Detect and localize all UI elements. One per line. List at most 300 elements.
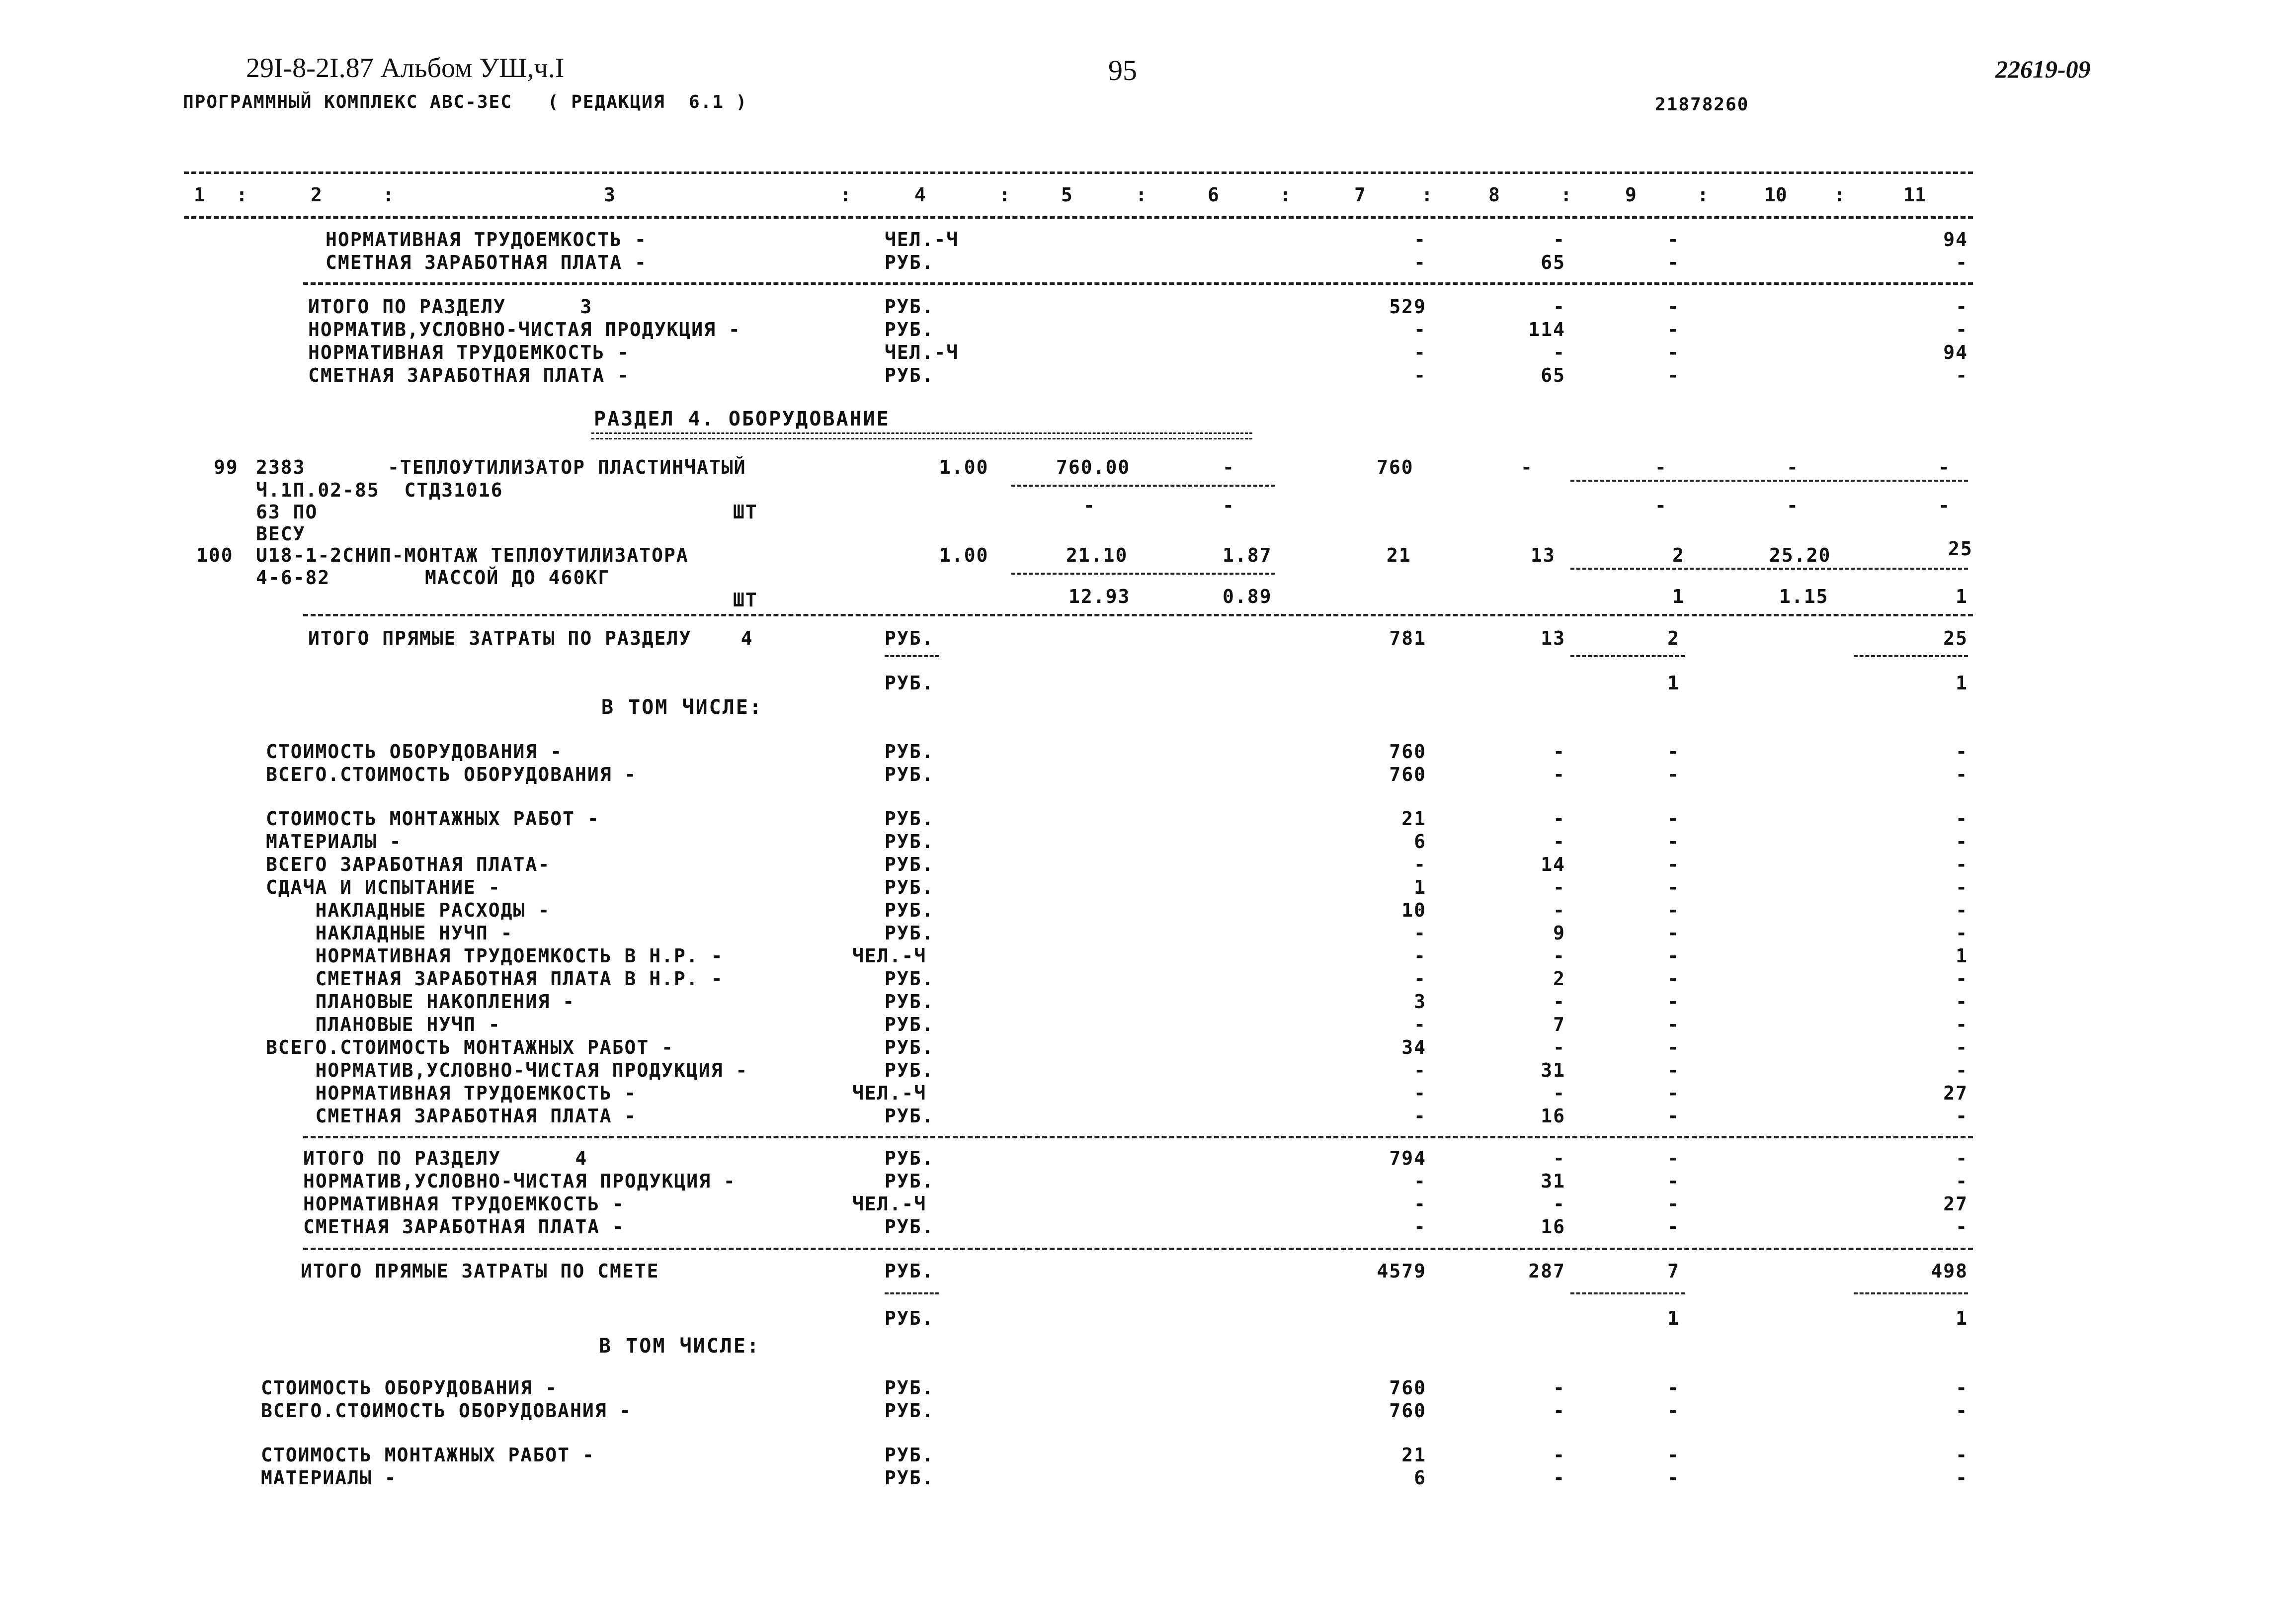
- col-6: 6: [1208, 184, 1219, 206]
- row-value-7: -: [1414, 853, 1426, 875]
- document-number: 22619-09: [1995, 55, 2091, 83]
- row-label: ВСЕГО ЗАРАБОТНАЯ ПЛАТА-: [266, 853, 551, 875]
- row-value-9: -: [1667, 229, 1680, 251]
- row-value-9: -: [1667, 296, 1680, 318]
- row-value-7: -: [1414, 364, 1426, 386]
- row-value-7: -: [1414, 319, 1426, 341]
- row-value-11: -: [1956, 1444, 1968, 1466]
- row-value-8: 16: [1541, 1105, 1565, 1127]
- table-row: [0, 1105, 2296, 1128]
- row-label: ИТОГО ПРЯМЫЕ ЗАТРАТЫ ПО РАЗДЕЛУ 4: [308, 627, 753, 649]
- table-row: [0, 764, 2296, 786]
- row-value-7: -: [1414, 1014, 1426, 1035]
- item-name: -ТЕПЛОУТИЛИЗАТОР ПЛАСТИНЧАТЫЙ: [388, 456, 746, 478]
- row-value-9: -: [1667, 1444, 1680, 1466]
- item-col11-b: 1: [1956, 586, 1968, 607]
- item-price: 21.10: [1066, 544, 1128, 566]
- row-value-8: -: [1553, 1400, 1565, 1422]
- row-value-8: -: [1553, 1444, 1565, 1466]
- row-label: НОРМАТИВ,УСЛОВНО-ЧИСТАЯ ПРОДУКЦИЯ -: [308, 319, 741, 341]
- item-price-b: -: [1083, 495, 1096, 516]
- row-unit: РУБ.: [885, 1105, 934, 1127]
- table-row: [0, 1444, 2296, 1467]
- row-value-8: -: [1553, 1377, 1565, 1399]
- document-code: 21878260: [1655, 94, 1749, 115]
- row-label: НАКЛАДНЫЕ НУЧП -: [266, 922, 513, 944]
- row-value-11: 1: [1956, 672, 1968, 694]
- item-quantity: 1.00: [939, 544, 989, 566]
- item-price: 760.00: [1056, 456, 1131, 478]
- row-value-9: -: [1667, 899, 1680, 921]
- item-col10: 25.20: [1769, 544, 1831, 566]
- row-unit: РУБ.: [885, 741, 934, 763]
- row-value-11: -: [1956, 364, 1968, 386]
- row-value-7: -: [1414, 922, 1426, 944]
- row-value-8: 2: [1553, 968, 1565, 990]
- item-code: 2383: [256, 456, 306, 478]
- row-value-11: -: [1956, 319, 1968, 341]
- row-value-11: -: [1956, 1147, 1968, 1169]
- col-10: 10: [1764, 184, 1787, 206]
- table-row: [0, 364, 2296, 387]
- row-value-7: 794: [1389, 1147, 1426, 1169]
- including-label: В ТОМ ЧИСЛЕ:: [599, 1335, 760, 1358]
- row-unit: РУБ.: [885, 899, 934, 921]
- row-unit: РУБ.: [885, 764, 934, 785]
- row-unit: РУБ.: [885, 1147, 934, 1169]
- table-row: [0, 1400, 2296, 1423]
- row-value-11: -: [1956, 1400, 1968, 1422]
- row-value-7: 760: [1389, 1377, 1426, 1399]
- row-value-8: -: [1553, 229, 1565, 251]
- row-value-8: 9: [1553, 922, 1565, 944]
- row-value-9: -: [1667, 1216, 1680, 1238]
- row-label: СТОИМОСТЬ МОНТАЖНЫХ РАБОТ -: [261, 1444, 595, 1466]
- item-reference: Ч.1П.02-85 СТД31016: [256, 479, 503, 501]
- row-label: НОРМАТИВНАЯ ТРУДОЕМКОСТЬ -: [303, 1193, 625, 1215]
- row-value-8: 31: [1541, 1059, 1565, 1081]
- row-unit: РУБ.: [885, 296, 934, 318]
- row-value-9: -: [1667, 341, 1680, 363]
- row-value-8: 13: [1541, 627, 1565, 649]
- fraction-line: [885, 655, 939, 657]
- row-value-9: -: [1667, 991, 1680, 1013]
- row-unit: РУБ.: [885, 364, 934, 386]
- row-value-11: -: [1956, 991, 1968, 1013]
- row-value-8: -: [1553, 741, 1565, 763]
- row-value-7: -: [1414, 1216, 1426, 1238]
- row-value-11: -: [1956, 1467, 1968, 1489]
- row-unit: РУБ.: [885, 831, 934, 853]
- col-sep: :: [1560, 184, 1572, 206]
- row-value-8: -: [1553, 1467, 1565, 1489]
- item-col6: 1.87: [1223, 544, 1272, 566]
- row-value-9: -: [1667, 319, 1680, 341]
- fraction-line: [885, 1292, 939, 1294]
- row-value-9: -: [1667, 1377, 1680, 1399]
- row-unit: ЧЕЛ.-Ч: [852, 1193, 927, 1215]
- row-value-11: 25: [1943, 627, 1968, 649]
- table-row: [0, 899, 2296, 922]
- row-label: ИТОГО ПО РАЗДЕЛУ 3: [308, 296, 593, 318]
- row-value-7: -: [1414, 1170, 1426, 1192]
- row-value-8: 65: [1541, 364, 1565, 386]
- row-unit: ЧЕЛ.-Ч: [885, 229, 959, 251]
- row-value-8: -: [1553, 341, 1565, 363]
- section-title: РАЗДЕЛ 4. ОБОРУДОВАНИЕ: [594, 408, 890, 430]
- row-value-9: -: [1667, 945, 1680, 967]
- row-unit: РУБ.: [885, 876, 934, 898]
- row-value-11: 1: [1956, 945, 1968, 967]
- row-value-8: 14: [1541, 853, 1565, 875]
- row-unit: РУБ.: [885, 968, 934, 990]
- row-value-9: -: [1667, 1147, 1680, 1169]
- row-label: ИТОГО ПО РАЗДЕЛУ 4: [303, 1147, 588, 1169]
- table-row: [0, 1036, 2296, 1059]
- column-header: [184, 184, 1973, 209]
- row-value-8: -: [1553, 764, 1565, 785]
- row-value-9: -: [1667, 853, 1680, 875]
- row-value-8: -: [1553, 991, 1565, 1013]
- row-value-11: 94: [1943, 229, 1968, 251]
- col-7: 7: [1354, 184, 1366, 206]
- item-col9-b: 1: [1672, 586, 1685, 607]
- col-2: 2: [311, 184, 322, 206]
- fraction-line: [1011, 485, 1275, 487]
- album-title: 29I-8-2I.87 Альбом УШ,ч.I: [246, 53, 565, 84]
- row-label: НОРМАТИВНАЯ ТРУДОЕМКОСТЬ В Н.Р. -: [266, 945, 724, 967]
- row-value-9: -: [1667, 764, 1680, 785]
- program-name: ПРОГРАММНЫЙ КОМПЛЕКС АВС-3ЕС ( РЕДАКЦИЯ 6.1 ): [183, 92, 748, 112]
- row-value-11: -: [1956, 899, 1968, 921]
- section-rule: [303, 282, 1973, 285]
- table-row: [0, 1193, 2296, 1216]
- table-row: [0, 808, 2296, 831]
- fraction-line: [1854, 655, 1968, 657]
- row-label: СМЕТНАЯ ЗАРАБОТНАЯ ПЛАТА -: [326, 252, 647, 273]
- item-col11: -: [1938, 456, 1951, 478]
- row-label: МАТЕРИАЛЫ -: [266, 831, 402, 853]
- item-name: МАССОЙ ДО 460КГ: [425, 567, 611, 589]
- col-sep: :: [383, 184, 394, 206]
- item-unit: ШТ: [733, 589, 758, 611]
- row-unit: РУБ.: [885, 1400, 934, 1422]
- table-row: [0, 1170, 2296, 1193]
- table-row: [0, 991, 2296, 1014]
- row-unit: РУБ.: [885, 808, 934, 830]
- item-number: 99: [214, 456, 239, 478]
- row-value-9: -: [1667, 1105, 1680, 1127]
- row-value-8: -: [1553, 808, 1565, 830]
- row-value-8: 287: [1528, 1260, 1565, 1282]
- item-col6-b: 0.89: [1223, 586, 1272, 607]
- row-label: СМЕТНАЯ ЗАРАБОТНАЯ ПЛАТА -: [308, 364, 630, 386]
- row-value-9: 7: [1667, 1260, 1680, 1282]
- section-rule: [303, 1248, 1973, 1250]
- row-value-9: -: [1667, 741, 1680, 763]
- row-label: НОРМАТИВНАЯ ТРУДОЕМКОСТЬ -: [326, 229, 647, 251]
- row-value-8: -: [1553, 899, 1565, 921]
- col-4: 4: [914, 184, 926, 206]
- row-unit: РУБ.: [885, 1444, 934, 1466]
- item-col9-b: -: [1655, 495, 1667, 516]
- item-col11-b: -: [1938, 495, 1951, 516]
- table-row: [0, 922, 2296, 945]
- table-row: [0, 627, 2296, 650]
- row-value-11: -: [1956, 831, 1968, 853]
- row-value-11: -: [1956, 1014, 1968, 1035]
- table-row: [0, 229, 2296, 252]
- row-unit: РУБ.: [885, 1014, 934, 1035]
- row-unit: РУБ.: [885, 319, 934, 341]
- item-reference: ВЕСУ: [256, 523, 306, 545]
- row-value-11: -: [1956, 252, 1968, 273]
- row-value-7: 34: [1401, 1036, 1426, 1058]
- row-unit: ЧЕЛ.-Ч: [852, 945, 927, 967]
- row-unit: РУБ.: [885, 1260, 934, 1282]
- row-value-9: -: [1667, 1170, 1680, 1192]
- row-label: СТОИМОСТЬ ОБОРУДОВАНИЯ -: [261, 1377, 558, 1399]
- item-col6-b: -: [1223, 495, 1235, 516]
- row-unit: РУБ.: [885, 922, 934, 944]
- row-value-11: -: [1956, 1170, 1968, 1192]
- row-value-9: -: [1667, 1036, 1680, 1058]
- row-unit: РУБ.: [885, 1036, 934, 1058]
- item-code: U18-1-2СНИП-МОНТАЖ ТЕПЛОУТИЛИЗАТОРА: [256, 544, 689, 566]
- row-value-7: 6: [1414, 831, 1426, 853]
- row-value-7: 21: [1401, 808, 1426, 830]
- including-label: В ТОМ ЧИСЛЕ:: [601, 696, 763, 719]
- table-row: [0, 1147, 2296, 1170]
- row-label: ИТОГО ПРЯМЫЕ ЗАТРАТЫ ПО СМЕТЕ: [301, 1260, 659, 1282]
- row-value-11: -: [1956, 1216, 1968, 1238]
- row-value-8: -: [1553, 1036, 1565, 1058]
- section-rule: [303, 614, 1973, 616]
- row-label: МАТЕРИАЛЫ -: [261, 1467, 397, 1489]
- row-label: СМЕТНАЯ ЗАРАБОТНАЯ ПЛАТА -: [303, 1216, 625, 1238]
- item-col7: 21: [1387, 544, 1411, 566]
- item-col9: 2: [1672, 544, 1685, 566]
- row-unit: РУБ.: [885, 1059, 934, 1081]
- table-row: [0, 1059, 2296, 1082]
- row-value-8: 65: [1541, 252, 1565, 273]
- table-row: [0, 1216, 2296, 1239]
- row-value-7: 781: [1389, 627, 1426, 649]
- col-sep: :: [840, 184, 851, 206]
- col-sep: :: [999, 184, 1010, 206]
- item-quantity: 1.00: [939, 456, 989, 478]
- row-unit: РУБ.: [885, 1377, 934, 1399]
- row-value-9: -: [1667, 1059, 1680, 1081]
- item-col9: -: [1655, 456, 1667, 478]
- row-value-11: 27: [1943, 1082, 1968, 1104]
- row-value-11: -: [1956, 968, 1968, 990]
- table-row: [0, 252, 2296, 274]
- row-value-9: -: [1667, 968, 1680, 990]
- fraction-line: [1570, 568, 1968, 570]
- row-value-7: -: [1414, 968, 1426, 990]
- table-row: [0, 1307, 2296, 1330]
- row-value-11: -: [1956, 1377, 1968, 1399]
- col-sep: :: [1697, 184, 1709, 206]
- row-value-8: 31: [1541, 1170, 1565, 1192]
- item-col6: -: [1223, 456, 1235, 478]
- row-unit: РУБ.: [885, 1170, 934, 1192]
- row-value-11: -: [1956, 922, 1968, 944]
- table-row: [0, 853, 2296, 876]
- table-row: [0, 831, 2296, 853]
- row-unit: РУБ.: [885, 853, 934, 875]
- item-col8: 13: [1531, 544, 1556, 566]
- section-title-underline: [591, 432, 1252, 439]
- row-value-9: -: [1667, 1082, 1680, 1104]
- row-label: НОРМАТИВНАЯ ТРУДОЕМКОСТЬ -: [266, 1082, 637, 1104]
- row-label: НОРМАТИВ,УСЛОВНО-ЧИСТАЯ ПРОДУКЦИЯ -: [266, 1059, 748, 1081]
- row-value-7: -: [1414, 945, 1426, 967]
- row-value-11: -: [1956, 1059, 1968, 1081]
- row-value-9: -: [1667, 808, 1680, 830]
- row-value-8: -: [1553, 831, 1565, 853]
- table-row: [0, 1377, 2296, 1400]
- row-label: ВСЕГО.СТОИМОСТЬ ОБОРУДОВАНИЯ -: [266, 764, 637, 785]
- col-8: 8: [1488, 184, 1500, 206]
- item-col10-b: -: [1787, 495, 1799, 516]
- item-col11: 25: [1948, 538, 1973, 560]
- row-unit: РУБ.: [885, 672, 934, 694]
- row-value-7: -: [1414, 1193, 1426, 1215]
- row-value-7: -: [1414, 1082, 1426, 1104]
- page-number: 95: [1108, 54, 1137, 86]
- table-row: [0, 1082, 2296, 1105]
- row-value-8: -: [1553, 1082, 1565, 1104]
- row-value-11: -: [1956, 741, 1968, 763]
- row-value-9: -: [1667, 1467, 1680, 1489]
- row-value-7: 760: [1389, 1400, 1426, 1422]
- row-value-11: -: [1956, 808, 1968, 830]
- table-row: [0, 968, 2296, 991]
- item-price-b: 12.93: [1068, 586, 1131, 607]
- fraction-line: [1570, 655, 1685, 657]
- row-unit: РУБ.: [885, 1216, 934, 1238]
- row-label: СТОИМОСТЬ ОБОРУДОВАНИЯ -: [266, 741, 563, 763]
- row-value-9: -: [1667, 1400, 1680, 1422]
- row-value-11: -: [1956, 764, 1968, 785]
- col-sep: :: [1834, 184, 1845, 206]
- row-value-9: 1: [1667, 1307, 1680, 1329]
- item-col8: -: [1521, 456, 1533, 478]
- row-unit: РУБ.: [885, 1307, 934, 1329]
- col-9: 9: [1625, 184, 1637, 206]
- table-row: [0, 741, 2296, 764]
- section-rule: [303, 1136, 1973, 1138]
- row-label: ПЛАНОВЫЕ НУЧП -: [266, 1014, 501, 1035]
- row-unit: РУБ.: [885, 627, 934, 649]
- row-label: СМЕТНАЯ ЗАРАБОТНАЯ ПЛАТА -: [266, 1105, 637, 1127]
- row-value-11: 1: [1956, 1307, 1968, 1329]
- header-rule: [184, 216, 1973, 219]
- row-value-9: -: [1667, 922, 1680, 944]
- fraction-line: [1011, 573, 1275, 575]
- row-value-7: -: [1414, 1105, 1426, 1127]
- col-sep: :: [1421, 184, 1433, 206]
- item-reference: 4-6-82: [256, 567, 330, 589]
- row-value-9: -: [1667, 831, 1680, 853]
- row-value-8: -: [1553, 1147, 1565, 1169]
- row-value-8: -: [1553, 945, 1565, 967]
- table-row: [0, 1260, 2296, 1283]
- row-value-7: -: [1414, 341, 1426, 363]
- row-unit: РУБ.: [885, 252, 934, 273]
- col-3: 3: [604, 184, 615, 206]
- row-value-8: 114: [1528, 319, 1565, 341]
- row-value-7: 21: [1401, 1444, 1426, 1466]
- row-label: ПЛАНОВЫЕ НАКОПЛЕНИЯ -: [266, 991, 575, 1013]
- row-value-9: -: [1667, 1014, 1680, 1035]
- row-value-8: -: [1553, 296, 1565, 318]
- row-value-8: -: [1553, 876, 1565, 898]
- col-sep: :: [1136, 184, 1147, 206]
- row-value-7: 3: [1414, 991, 1426, 1013]
- row-value-8: 7: [1553, 1014, 1565, 1035]
- item-number: 100: [196, 544, 234, 566]
- table-row: [0, 945, 2296, 968]
- row-value-7: 6: [1414, 1467, 1426, 1489]
- row-value-9: -: [1667, 364, 1680, 386]
- row-unit: ЧЕЛ.-Ч: [852, 1082, 927, 1104]
- row-value-9: -: [1667, 252, 1680, 273]
- row-label: НОРМАТИВНАЯ ТРУДОЕМКОСТЬ -: [308, 341, 630, 363]
- row-value-11: -: [1956, 876, 1968, 898]
- row-value-9: 1: [1667, 672, 1680, 694]
- item-col10: -: [1787, 456, 1799, 478]
- row-value-9: -: [1667, 1193, 1680, 1215]
- row-label: СМЕТНАЯ ЗАРАБОТНАЯ ПЛАТА В Н.Р. -: [266, 968, 724, 990]
- fraction-line: [1570, 1292, 1685, 1294]
- col-sep: :: [1280, 184, 1291, 206]
- table-row: [0, 319, 2296, 341]
- row-value-11: -: [1956, 1105, 1968, 1127]
- col-1: 1: [194, 184, 205, 206]
- row-value-9: 2: [1667, 627, 1680, 649]
- table-row: [0, 296, 2296, 319]
- row-label: НАКЛАДНЫЕ РАСХОДЫ -: [266, 899, 551, 921]
- row-value-11: 27: [1943, 1193, 1968, 1215]
- row-value-7: 10: [1401, 899, 1426, 921]
- row-value-7: -: [1414, 229, 1426, 251]
- table-row: [0, 876, 2296, 899]
- table-row: [0, 341, 2296, 364]
- col-5: 5: [1061, 184, 1072, 206]
- row-label: СТОИМОСТЬ МОНТАЖНЫХ РАБОТ -: [266, 808, 600, 830]
- row-unit: ЧЕЛ.-Ч: [885, 341, 959, 363]
- row-label: ВСЕГО.СТОИМОСТЬ ОБОРУДОВАНИЯ -: [261, 1400, 632, 1422]
- row-label: НОРМАТИВ,УСЛОВНО-ЧИСТАЯ ПРОДУКЦИЯ -: [303, 1170, 736, 1192]
- row-value-7: 760: [1389, 741, 1426, 763]
- table-row: [0, 1014, 2296, 1036]
- row-label: СДАЧА И ИСПЫТАНИЕ -: [266, 876, 501, 898]
- row-value-9: -: [1667, 876, 1680, 898]
- row-unit: РУБ.: [885, 1467, 934, 1489]
- table-row: [0, 1467, 2296, 1490]
- row-value-7: 1: [1414, 876, 1426, 898]
- row-value-11: -: [1956, 853, 1968, 875]
- col-sep: :: [236, 184, 247, 206]
- item-reference: 63 ПО: [256, 501, 318, 523]
- row-value-8: -: [1553, 1193, 1565, 1215]
- row-value-7: 760: [1389, 764, 1426, 785]
- row-unit: РУБ.: [885, 991, 934, 1013]
- table-row: [0, 672, 2296, 695]
